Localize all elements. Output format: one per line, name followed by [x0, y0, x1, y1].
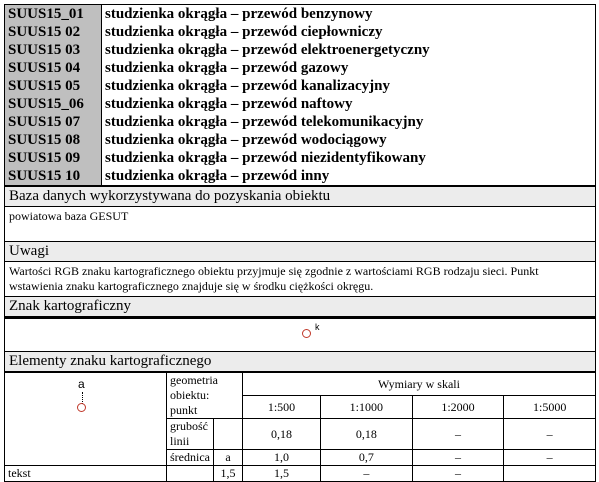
element-value: –	[504, 450, 596, 466]
object-code: SUUS15 10	[5, 167, 102, 185]
object-description: studzienka okrągła – przewód naftowy	[102, 95, 596, 113]
code-row	[5, 59, 596, 77]
element-value: 0,7	[321, 450, 413, 466]
code-row	[5, 41, 596, 59]
object-code: SUUS15 07	[5, 113, 102, 131]
object-description: studzienka okrągła – przewód ciepłowniczy	[102, 23, 596, 41]
object-code: SUUS15_01	[5, 5, 102, 24]
object-description: studzienka okrągła – przewód wodociągowy	[102, 131, 596, 149]
code-row	[5, 131, 596, 149]
object-description: studzienka okrągła – przewód inny	[102, 167, 596, 185]
object-code: SUUS15 04	[5, 59, 102, 77]
element-value: 1,5	[242, 466, 320, 482]
symbol-spec-sheet	[4, 4, 596, 482]
code-row	[5, 5, 596, 24]
object-code: SUUS15 02	[5, 23, 102, 41]
object-codes-table	[4, 4, 596, 185]
manhole-circle-icon	[302, 329, 311, 338]
manhole-circle-icon	[77, 403, 86, 412]
element-symbol	[167, 466, 214, 482]
element-value: –	[412, 450, 504, 466]
cartographic-symbol-heading: Znak kartograficzny	[4, 297, 596, 317]
element-name: grubość linii	[167, 419, 214, 450]
code-row	[5, 23, 596, 41]
code-row	[5, 95, 596, 113]
database-value: powiatowa baza GESUT	[4, 207, 596, 242]
symbol-elements-heading: Elementy znaku kartograficznego	[4, 352, 596, 372]
symbol-construction-cell	[5, 373, 167, 466]
element-value: –	[321, 466, 413, 482]
object-code: SUUS15 09	[5, 149, 102, 167]
remarks-heading: Uwagi	[4, 242, 596, 262]
element-name: tekst	[5, 466, 167, 482]
element-symbol	[213, 419, 242, 450]
scale-label: 1:5000	[504, 396, 596, 419]
code-row	[5, 113, 596, 131]
scale-label: 1:1000	[321, 396, 413, 419]
object-code: SUUS15 08	[5, 131, 102, 149]
scale-header: Wymiary w skali	[242, 373, 595, 396]
geometry-cell: geometria obiektu: punkt	[167, 373, 243, 419]
object-description: studzienka okrągła – przewód elektroenergetyczny	[102, 41, 596, 59]
database-heading: Baza danych wykorzystywana do pozyskania obiektu	[4, 185, 596, 207]
object-description: studzienka okrągła – przewód telekomunikacyjny	[102, 113, 596, 131]
scale-label: 1:2000	[412, 396, 504, 419]
element-symbol: a	[213, 450, 242, 466]
object-description: studzienka okrągła – przewód niezidentyfikowany	[102, 149, 596, 167]
element-row	[5, 466, 596, 482]
element-value: –	[504, 419, 596, 450]
glyph-dimension-label: a	[78, 377, 85, 391]
remarks-text: Wartości RGB znaku kartograficznego obiektu przyjmuje się zgodnie z wartościami RGB rodzaju sieci. Punkt wstawienia znaku kartograficznego znajduje się w środku ciężkości okręgu.	[4, 262, 596, 297]
code-row	[5, 77, 596, 95]
element-value: 1,0	[242, 450, 320, 466]
element-value: –	[412, 419, 504, 450]
object-code: SUUS15 03	[5, 41, 102, 59]
code-row	[5, 149, 596, 167]
scale-label: 1:500	[242, 396, 320, 419]
element-value: –	[412, 466, 504, 482]
element-value: 0,18	[242, 419, 320, 450]
object-code: SUUS15 05	[5, 77, 102, 95]
object-description: studzienka okrągła – przewód benzynowy	[102, 5, 596, 24]
object-description: studzienka okrągła – przewód kanalizacyjny	[102, 77, 596, 95]
object-description: studzienka okrągła – przewód gazowy	[102, 59, 596, 77]
element-name: średnica	[167, 450, 214, 466]
symbol-label: k	[315, 322, 320, 332]
element-value: 0,18	[321, 419, 413, 450]
code-row	[5, 167, 596, 185]
object-code: SUUS15_06	[5, 95, 102, 113]
element-value: 1,5	[213, 466, 242, 482]
symbol-elements-table	[4, 372, 596, 482]
cartographic-symbol-box	[4, 317, 596, 352]
